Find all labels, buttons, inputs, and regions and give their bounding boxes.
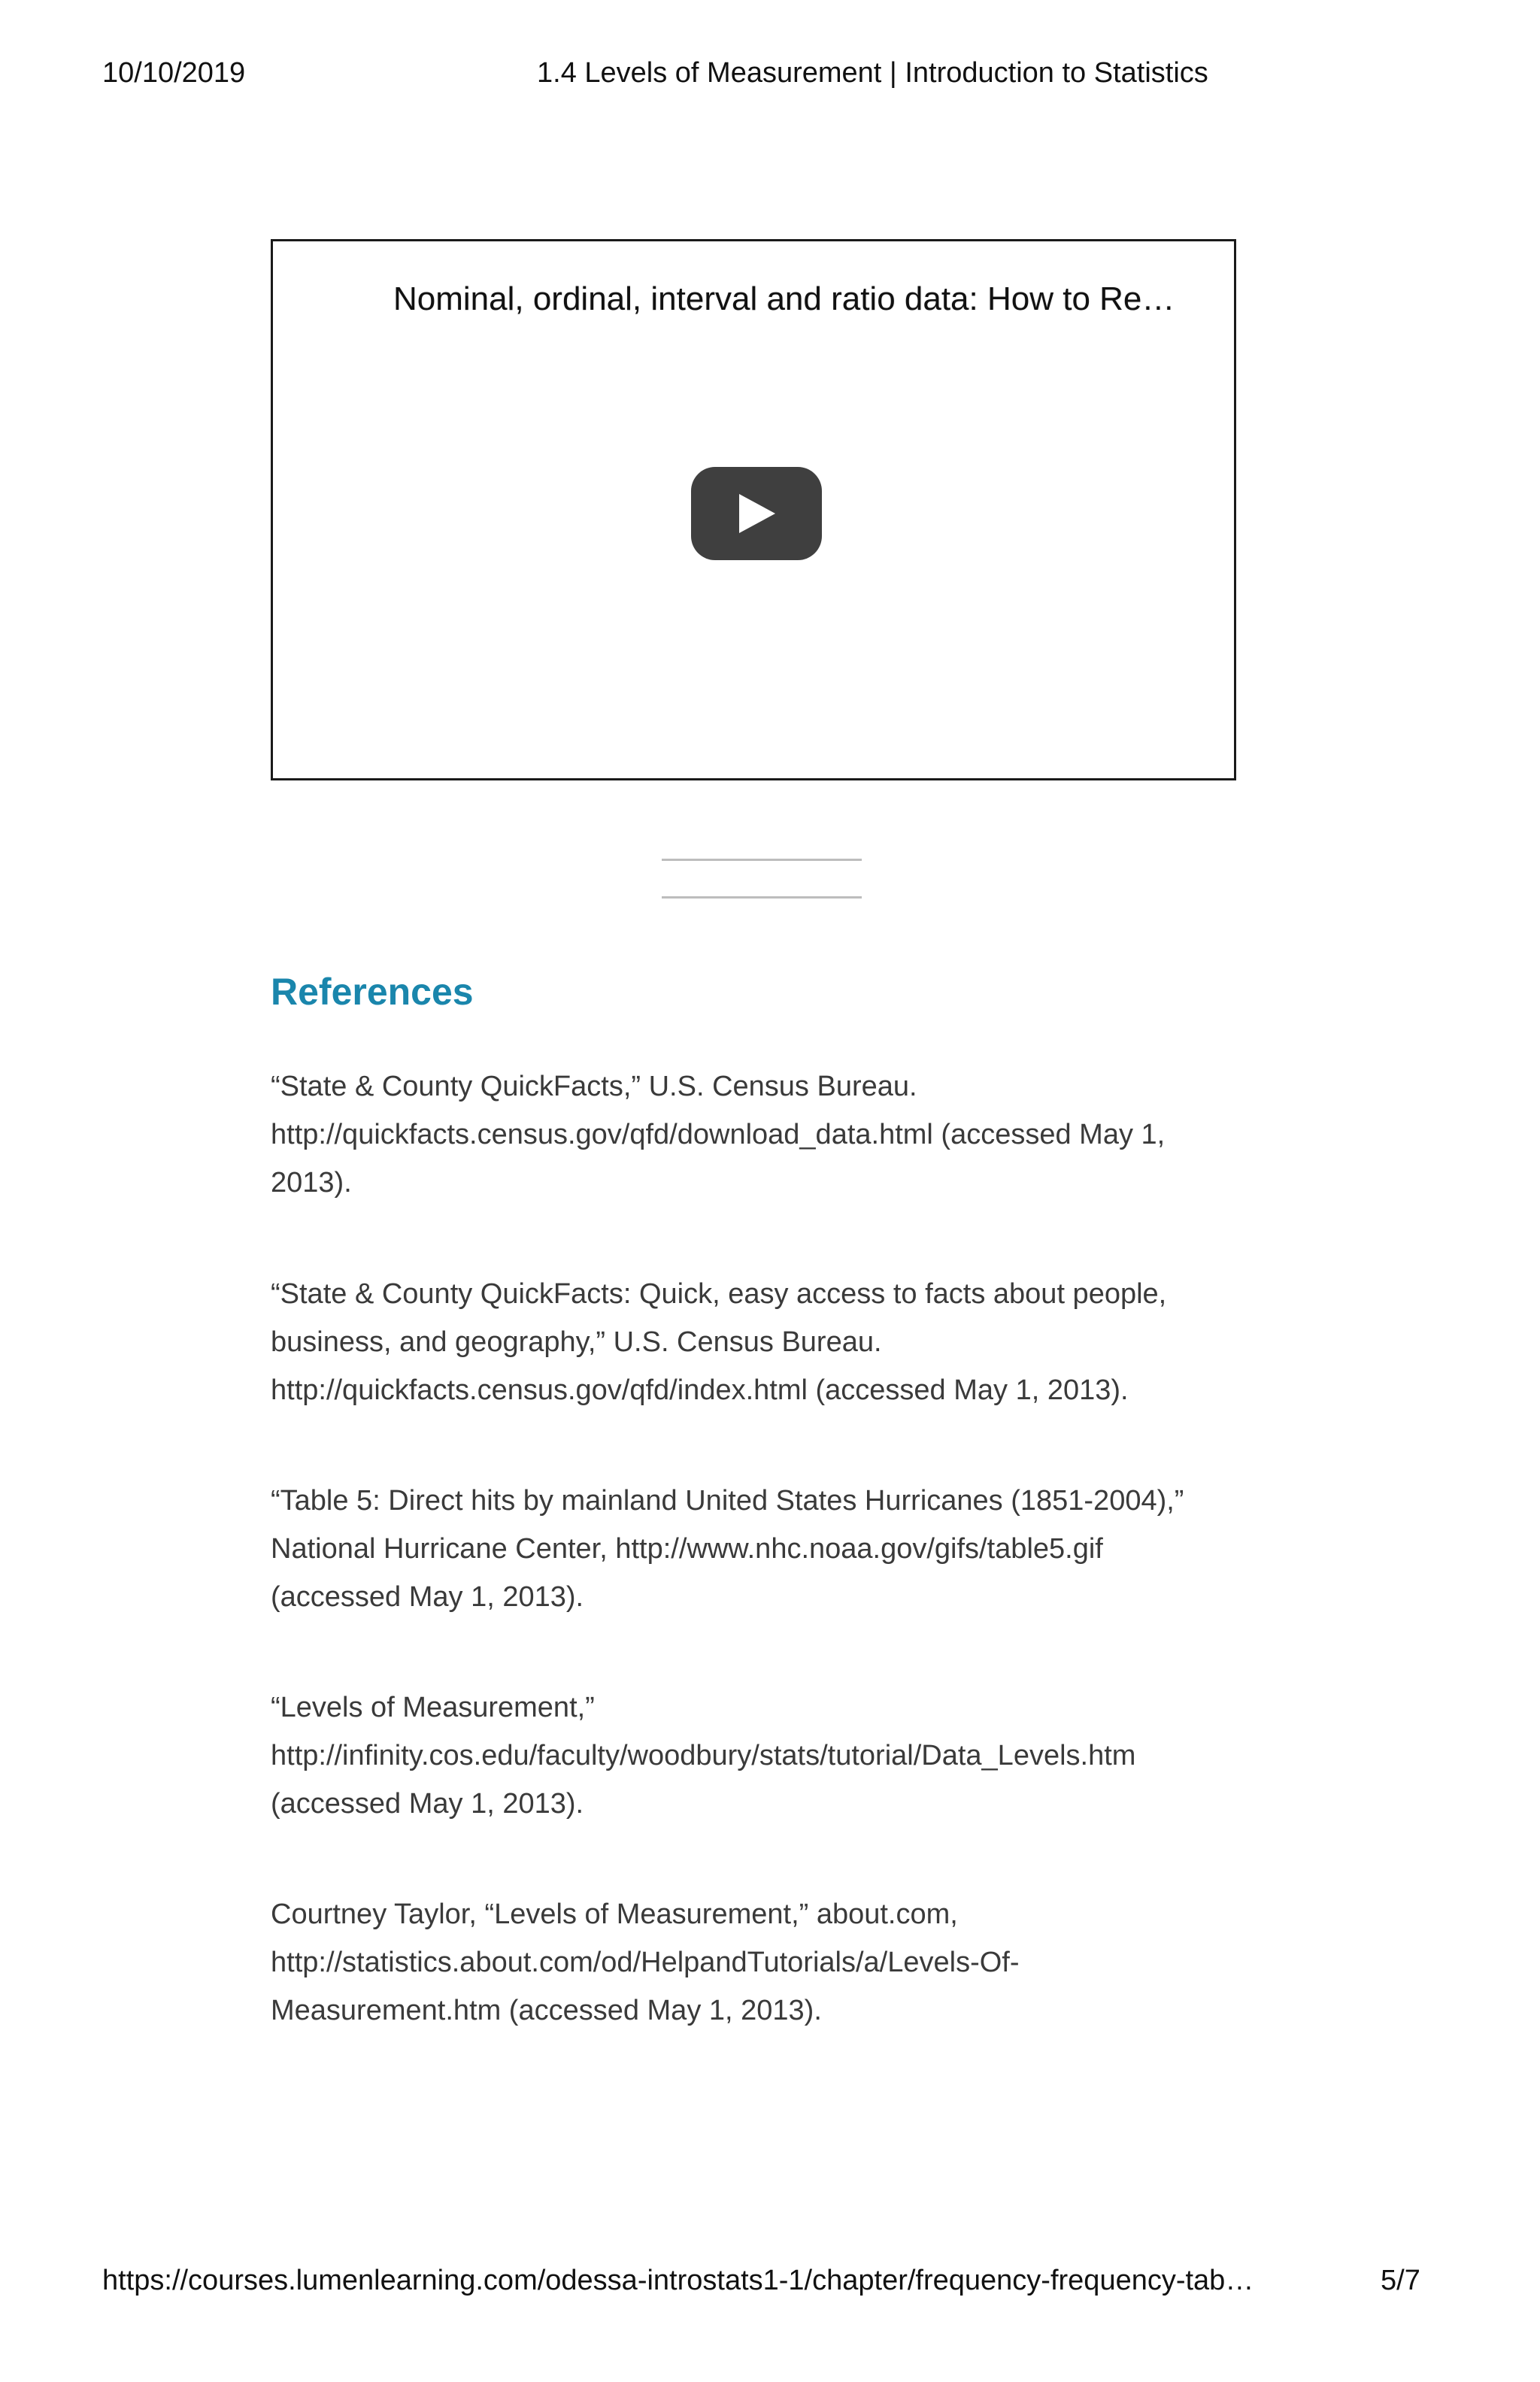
play-icon: [739, 494, 775, 533]
reference-line: http://statistics.about.com/od/HelpandTutorials/a/Levels-Of-: [271, 1947, 1020, 1978]
header-title: 1.4 Levels of Measurement | Introduction to Statistics: [537, 57, 1208, 89]
reference-line: http://infinity.cos.edu/faculty/woodbury/stats/tutorial/Data_Levels.htm: [271, 1740, 1136, 1771]
reference-item: [271, 1477, 1241, 1621]
reference-item: [271, 1270, 1241, 1414]
reference-line: (accessed May 1, 2013).: [271, 1788, 584, 1820]
reference-item: [271, 1890, 1241, 2035]
references-heading: References: [271, 971, 474, 1013]
header-date: 10/10/2019: [102, 57, 246, 89]
reference-line: “State & County QuickFacts,” U.S. Census Bureau.: [271, 1071, 917, 1102]
reference-line: Measurement.htm (accessed May 1, 2013).: [271, 1995, 822, 2026]
footer-url: https://courses.lumenlearning.com/odessa-introstats1-1/chapter/frequency-frequency-tab…: [102, 2265, 1254, 2296]
reference-line: National Hurricane Center, http://www.nhc.noaa.gov/gifs/table5.gif: [271, 1533, 1103, 1565]
reference-line: http://quickfacts.census.gov/qfd/download_data.html (accessed May 1,: [271, 1119, 1166, 1150]
reference-line: “Table 5: Direct hits by mainland United States Hurricanes (1851-2004),”: [271, 1485, 1184, 1517]
separator-line-top: [662, 859, 862, 861]
reference-line: “Levels of Measurement,”: [271, 1692, 595, 1723]
footer-page-number: 5/7: [1381, 2265, 1420, 2296]
video-embed[interactable]: [271, 239, 1236, 780]
reference-line: http://quickfacts.census.gov/qfd/index.html (accessed May 1, 2013).: [271, 1374, 1129, 1406]
reference-line: “State & County QuickFacts: Quick, easy access to facts about people,: [271, 1278, 1167, 1310]
reference-line: (accessed May 1, 2013).: [271, 1581, 584, 1613]
reference-item: [271, 1062, 1241, 1207]
separator-line-bottom: [662, 896, 862, 899]
reference-line: 2013).: [271, 1167, 352, 1199]
video-play-button[interactable]: [691, 467, 822, 560]
video-title[interactable]: Nominal, ordinal, interval and ratio data: How to Re…: [393, 280, 1175, 317]
reference-line: business, and geography,” U.S. Census Bureau.: [271, 1326, 882, 1358]
reference-item: [271, 1683, 1241, 1828]
reference-line: Courtney Taylor, “Levels of Measurement,” about.com,: [271, 1899, 958, 1930]
